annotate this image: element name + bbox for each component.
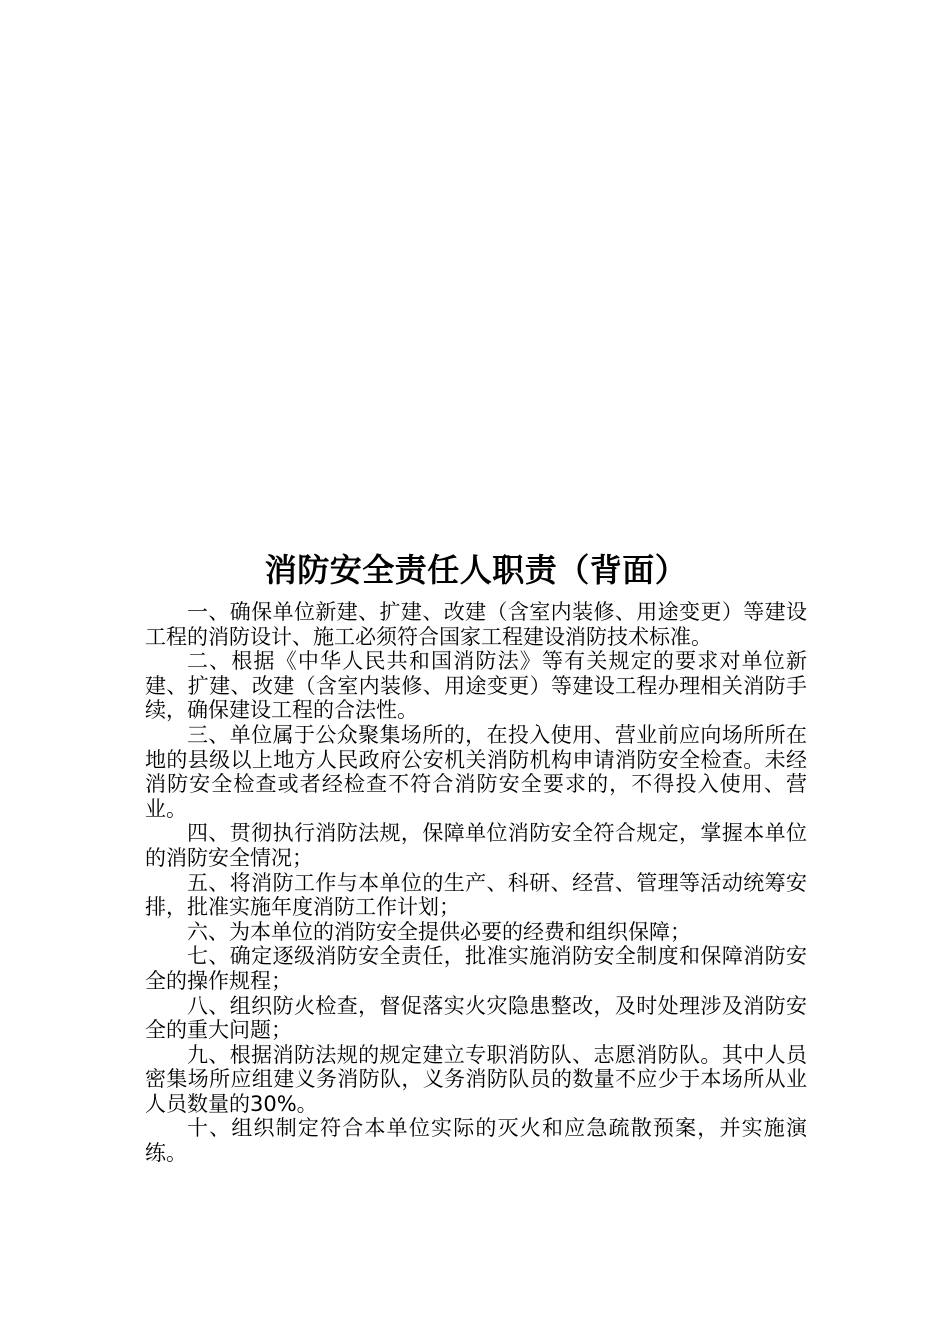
document-body <box>145 548 807 1166</box>
duty-item-9: 九、根据消防法规的规定建立专职消防队、志愿消防队。其中人员密集场所应组建义务消防队，义务消防队员的数量不应少于本场所从业人员数量的30%。 <box>145 1042 807 1116</box>
duty-item-4: 四、贯彻执行消防法规，保障单位消防安全符合规定，掌握本单位的消防安全情况； <box>145 821 807 870</box>
duty-item-2: 二、根据《中华人民共和国消防法》等有关规定的要求对单位新建、扩建、改建（含室内装修、用途变更）等建设工程办理相关消防手续，确保建设工程的合法性。 <box>145 649 807 723</box>
duty-item-1: 一、确保单位新建、扩建、改建（含室内装修、用途变更）等建设工程的消防设计、施工必须符合国家工程建设消防技术标准。 <box>145 600 807 649</box>
duty-item-5: 五、将消防工作与本单位的生产、科研、经营、管理等活动统筹安排，批准实施年度消防工作计划； <box>145 870 807 920</box>
duty-item-10: 十、组织制定符合本单位实际的灭火和应急疏散预案，并实施演练。 <box>145 1116 807 1166</box>
duty-item-8: 八、组织防火检查，督促落实火灾隐患整改，及时处理涉及消防安全的重大问题； <box>145 993 807 1043</box>
duty-item-3: 三、单位属于公众聚集场所的，在投入使用、营业前应向场所所在地的县级以上地方人民政府公安机关消防机构申请消防安全检查。未经消防安全检查或者经检查不符合消防安全要求的，不得投入使用、营业。 <box>145 722 807 821</box>
document-title: 消防安全责任人职责（背面） <box>264 551 688 589</box>
duty-item-7: 七、确定逐级消防安全责任，批准实施消防安全制度和保障消防安全的操作规程； <box>145 944 807 993</box>
duty-item-6: 六、为本单位的消防安全提供必要的经费和组织保障； <box>187 919 691 944</box>
